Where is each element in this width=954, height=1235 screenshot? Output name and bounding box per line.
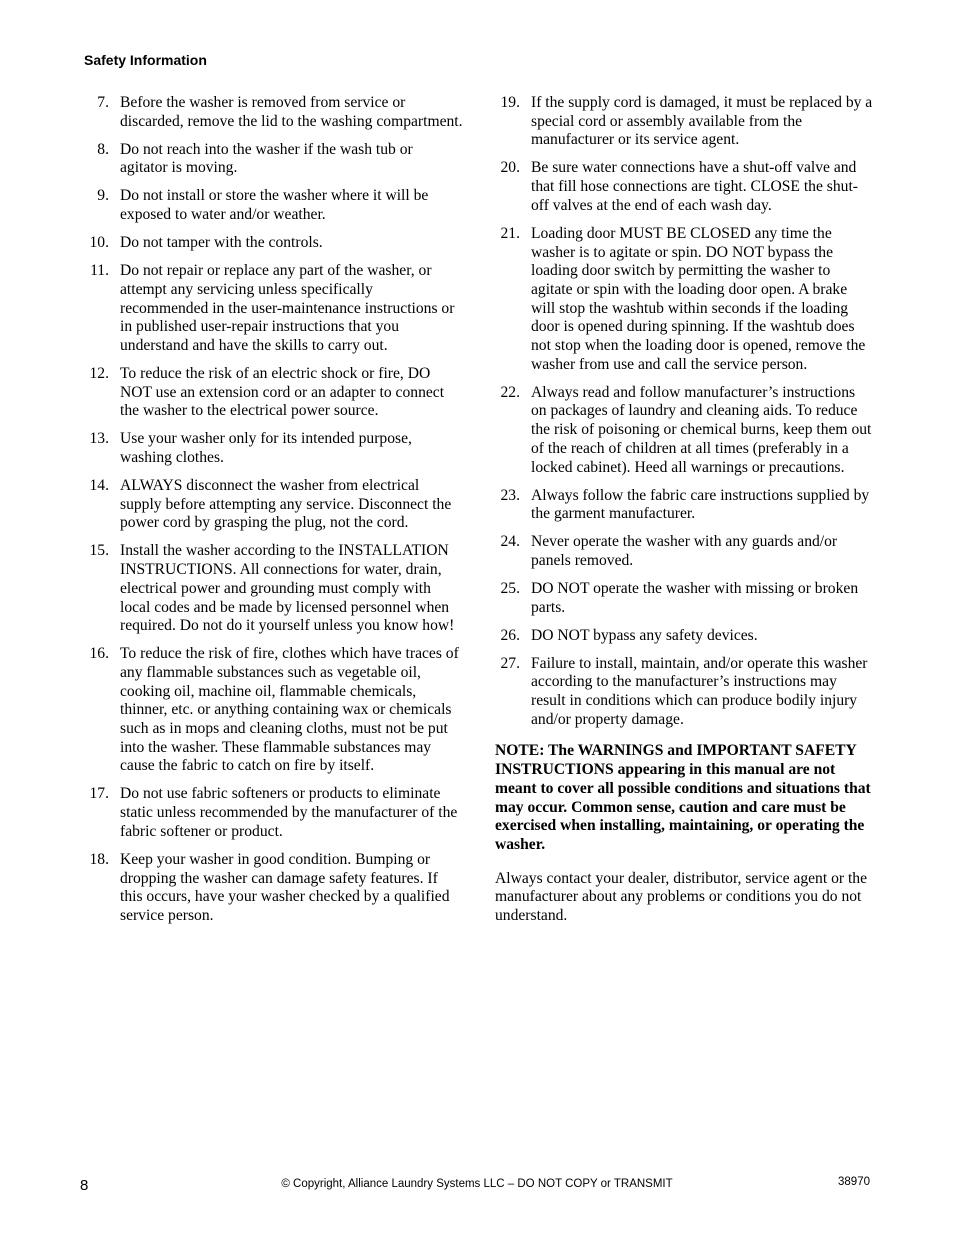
list-item [495, 159, 873, 215]
item-text: Be sure water connections have a shut-off valve and that fill hose connections are tight. CLOSE the shut-off valves at the end of each wash day. [531, 159, 858, 214]
item-number: 26. [500, 626, 520, 644]
right-column [495, 94, 873, 926]
item-text: Always follow the fabric care instructions supplied by the garment manufacturer. [531, 486, 870, 523]
list-item [84, 477, 464, 533]
left-column [84, 94, 464, 935]
item-text: Keep your washer in good condition. Bumping or dropping the washer can damage safety features. If this occurs, have your washer checked by a qualified service person. [120, 850, 450, 924]
item-text: Failure to install, maintain, and/or operate this washer according to the manufacturer’s instructions may result in conditions which can produce bodily injury and/or property damage. [531, 654, 868, 728]
item-text: Never operate the washer with any guards and/or panels removed. [531, 533, 838, 569]
item-text: Use your washer only for its intended purpose, washing clothes. [120, 430, 412, 467]
item-number: 8. [97, 140, 109, 158]
item-text: If the supply cord is damaged, it must be replaced by a special cord or assembly available from the manufacturer or its service agent. [531, 94, 873, 149]
item-text: To reduce the risk of an electric shock or fire, DO NOT use an extension cord or an adapter to connect the washer to the electrical power source. [120, 364, 445, 420]
item-number: 13. [89, 430, 109, 448]
document-number: 38970 [838, 1176, 870, 1188]
list-item [84, 234, 464, 253]
list-item [495, 580, 873, 617]
item-text: ALWAYS disconnect the washer from electrical supply before attempting any service. Disconnect the power cord by grasping the plug, not the cord. [120, 477, 452, 532]
item-number: 16. [89, 645, 109, 663]
list-item [84, 645, 464, 776]
item-number: 21. [500, 224, 520, 242]
list-item [495, 533, 873, 570]
list-item [84, 430, 464, 467]
list-item [84, 542, 464, 636]
list-item [495, 487, 873, 524]
item-text: Do not use fabric softeners or products to eliminate static unless recommended by the manufacturer of the fabric softener or product. [120, 785, 458, 840]
item-text: Loading door MUST BE CLOSED any time the washer is to agitate or spin. DO NOT bypass the loading door switch by permitting the washer to agitate or spin with the loading door open. A brake will stop the washtub within seconds if the loading door is opened during spinning. If the washtub does not stop when the loading door is opened, remove the washer from use and call the service person. [531, 224, 866, 373]
list-item [495, 627, 873, 646]
closing-paragraph: Always contact your dealer, distributor, service agent or the manufacturer about any problems or conditions you do not understand. [495, 869, 868, 925]
list-item [84, 187, 464, 224]
item-number: 24. [500, 533, 520, 551]
copyright-notice: © Copyright, Alliance Laundry Systems LLC – DO NOT COPY or TRANSMIT [281, 1178, 673, 1190]
item-number: 20. [500, 159, 520, 177]
list-item [84, 785, 464, 841]
item-number: 17. [89, 785, 109, 803]
item-number: 25. [500, 579, 520, 597]
item-number: 7. [97, 94, 109, 111]
item-text: Do not install or store the washer where it will be exposed to water and/or weather. [120, 187, 429, 224]
list-item [495, 94, 873, 150]
item-text: Install the washer according to the INSTALLATION INSTRUCTIONS. All connections for water, drain, electrical power and grounding must comply with local codes and be made by licensed personnel when required. Do not do it yourself unless you know how! [120, 542, 455, 635]
item-text: DO NOT operate the washer with missing or broken parts. [531, 579, 859, 616]
item-number: 12. [89, 364, 109, 382]
page-number: 8 [80, 1177, 89, 1194]
item-number: 10. [89, 234, 109, 252]
list-item [495, 225, 873, 375]
item-number: 9. [97, 187, 109, 205]
list-item [84, 365, 464, 421]
item-number: 23. [500, 486, 520, 504]
safety-note: NOTE: The WARNINGS and IMPORTANT SAFETY INSTRUCTIONS appearing in this manual are not meant to cover all possible conditions and situations that may occur. Common sense, caution and care must be exercised when installing, maintaining, or operating the washer. [495, 742, 871, 853]
item-number: 14. [89, 477, 109, 495]
section-header: Safety Information [84, 52, 207, 68]
item-number: 19. [500, 94, 520, 111]
item-number: 27. [500, 654, 520, 672]
item-number: 22. [500, 383, 520, 401]
item-text: Do not tamper with the controls. [120, 234, 323, 252]
item-number: 11. [90, 262, 109, 280]
list-item [495, 655, 873, 730]
list-item [84, 141, 464, 178]
item-number: 15. [89, 542, 109, 560]
list-item [495, 384, 873, 478]
item-text: DO NOT bypass any safety devices. [531, 626, 758, 644]
list-item [84, 94, 464, 131]
item-text: To reduce the risk of fire, clothes which have traces of any flammable substances such as vegetable oil, cooking oil, machine oil, flammable chemicals, thinner, etc. or anything containing wax or chemicals such as in mops and cleaning cloths, must not be put into the washer. These flammable substances may cause the fabric to catch on fire by itself. [120, 645, 459, 775]
list-item [84, 262, 464, 356]
item-text: Always read and follow manufacturer’s instructions on packages of laundry and cleaning aids. To reduce the risk of poisoning or chemical burns, keep them out of the reach of children at all times (preferably in a locked cabinet). Heed all warnings or precautions. [531, 383, 872, 476]
list-item [84, 851, 464, 926]
item-text: Do not repair or replace any part of the washer, or attempt any servicing unless specifically recommended in the user-maintenance instructions or in published user-repair instructions that you understand and have the skills to carry out. [120, 262, 455, 354]
item-number: 18. [89, 850, 109, 868]
item-text: Before the washer is removed from service or discarded, remove the lid to the washing compartment. [120, 94, 463, 130]
item-text: Do not reach into the washer if the wash tub or agitator is moving. [120, 140, 413, 177]
